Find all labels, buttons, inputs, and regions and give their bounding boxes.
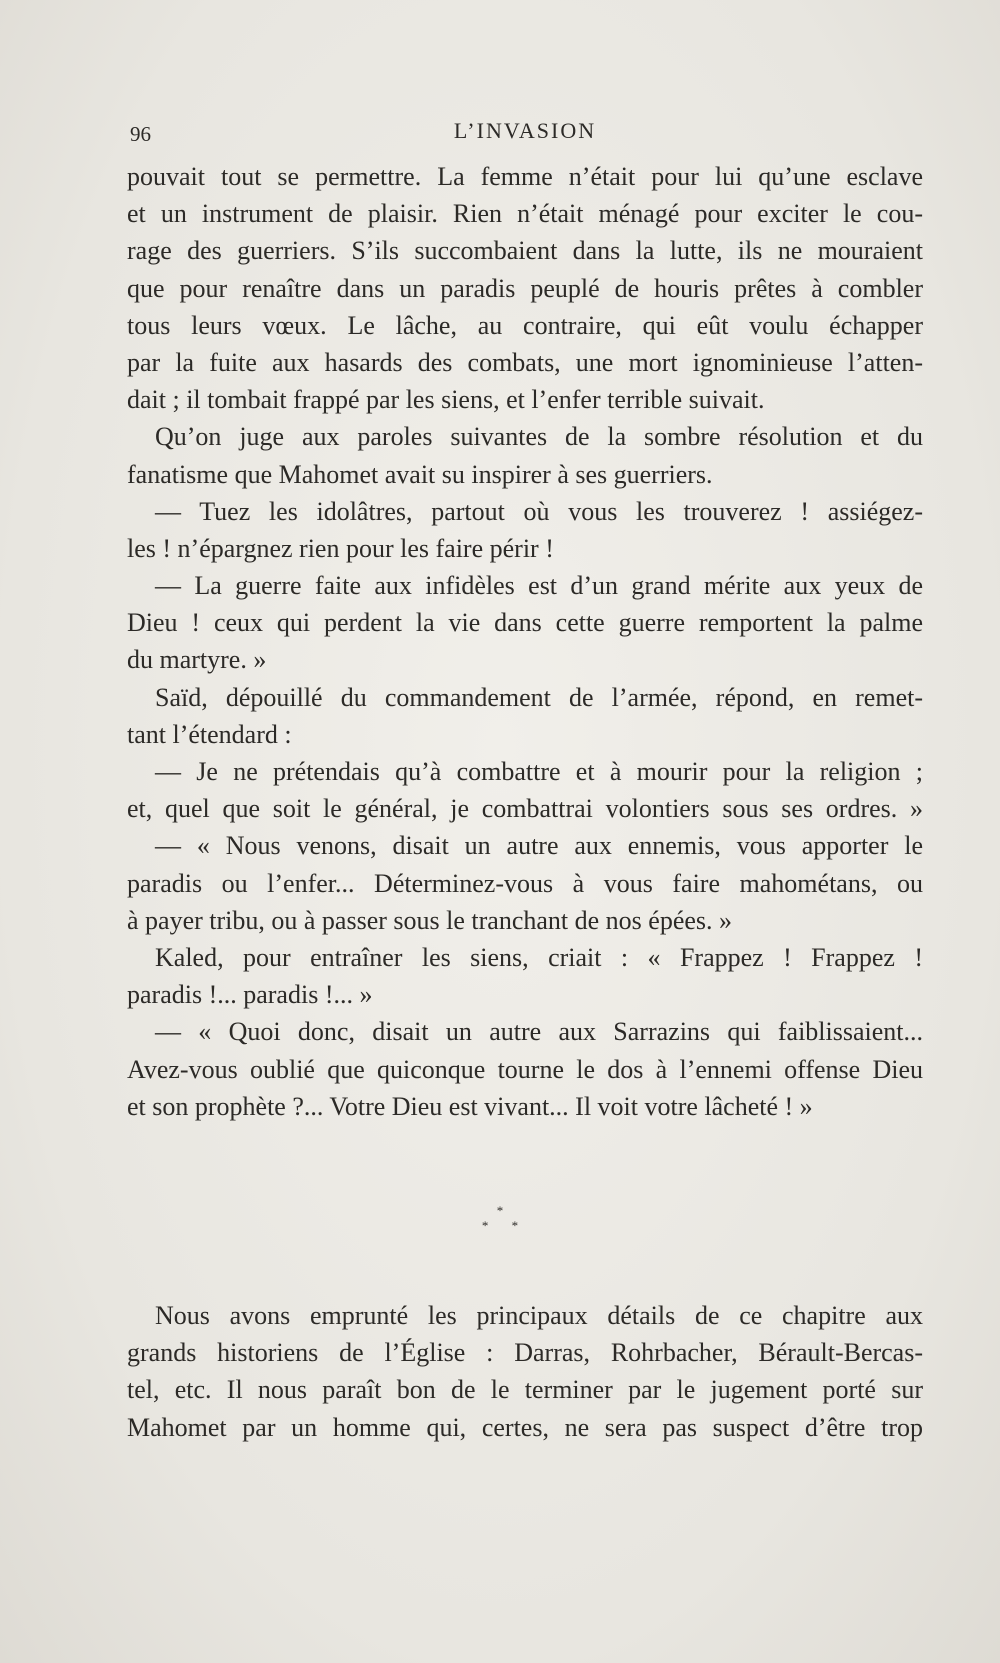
text-line: les ! n’épargnez rien pour les faire périr ! <box>127 533 554 563</box>
text-line: Mahomet par un homme qui, certes, ne sera pas suspect d’être trop <box>127 1412 923 1442</box>
text-line: tant l’étendard : <box>127 719 292 749</box>
text-line: — Tuez les idolâtres, partout où vous les trouverez ! assiégez- <box>155 496 923 526</box>
text-line: pouvait tout se permettre. La femme n’était pour lui qu’une esclave <box>127 162 923 191</box>
text-line: Nous avons emprunté les principaux détails de ce chapitre aux <box>155 1301 923 1330</box>
text-line: Avez-vous oublié que quiconque tourne le dos à l’ennemi offense Dieu <box>127 1054 923 1084</box>
main-text <box>127 158 923 1125</box>
text-line: par la fuite aux hasards des combats, une mort ignominieuse l’atten- <box>127 347 923 377</box>
text-line: que pour renaître dans un paradis peuplé de houris prêtes à combler <box>127 273 923 303</box>
text-line: paradis !... paradis !... » <box>127 980 373 1010</box>
text-line: du martyre. » <box>127 645 267 675</box>
closing-paragraph <box>127 1297 923 1446</box>
text-line: tel, etc. Il nous paraît bon de le terminer par le jugement porté sur <box>127 1375 923 1405</box>
text-line: dait ; il tombait frappé par les siens, et l’enfer terrible suivait. <box>127 385 765 415</box>
separator-star-top: * <box>496 1203 504 1218</box>
text-line: — La guerre faite aux infidèles est d’un grand mérite aux yeux de <box>155 571 923 601</box>
text-line: Saïd, dépouillé du commandement de l’armée, répond, en remet- <box>155 682 923 712</box>
text-line: Dieu ! ceux qui perdent la vie dans cette guerre remportent la palme <box>127 608 923 638</box>
text-line: tous leurs vœux. Le lâche, au contraire, qui eût voulu échapper <box>127 310 923 340</box>
page-number: 96 <box>130 122 151 146</box>
text-line: Kaled, pour entraîner les siens, criait : « Frappez ! Frappez ! <box>155 942 923 972</box>
text-line: — « Quoi donc, disait un autre aux Sarrazins qui faiblissaient... <box>155 1017 923 1047</box>
page-header <box>130 118 920 152</box>
text-line: et un instrument de plaisir. Rien n’était ménagé pour exciter le cou- <box>127 199 923 229</box>
text-line: Qu’on juge aux paroles suivantes de la sombre résolution et du <box>155 422 923 452</box>
text-line: — « Nous venons, disait un autre aux ennemis, vous apporter le <box>155 831 923 861</box>
text-line: et son prophète ?... Votre Dieu est vivant... Il voit votre lâcheté ! » <box>127 1091 813 1121</box>
running-title: L’INVASION <box>453 118 597 143</box>
text-line: paradis ou l’enfer... Déterminez-vous à vous faire mahométans, ou <box>127 868 923 898</box>
section-separator <box>0 1203 1000 1233</box>
text-line: — Je ne prétendais qu’à combattre et à mourir pour la religion ; <box>155 757 923 786</box>
text-line: et, quel que soit le général, je combattrai volontiers sous ses ordres. » <box>127 794 923 824</box>
text-line: fanatisme que Mahomet avait su inspirer à ses guerriers. <box>127 459 713 489</box>
text-line: rage des guerriers. S’ils succombaient dans la lutte, ils ne mouraient <box>127 236 923 266</box>
separator-star-bottom: * * <box>481 1218 529 1233</box>
text-line: grands historiens de l’Église : Darras, Rohrbacher, Bérault-Bercas- <box>127 1338 923 1368</box>
text-line: à payer tribu, ou à passer sous le tranchant de nos épées. » <box>127 905 733 935</box>
